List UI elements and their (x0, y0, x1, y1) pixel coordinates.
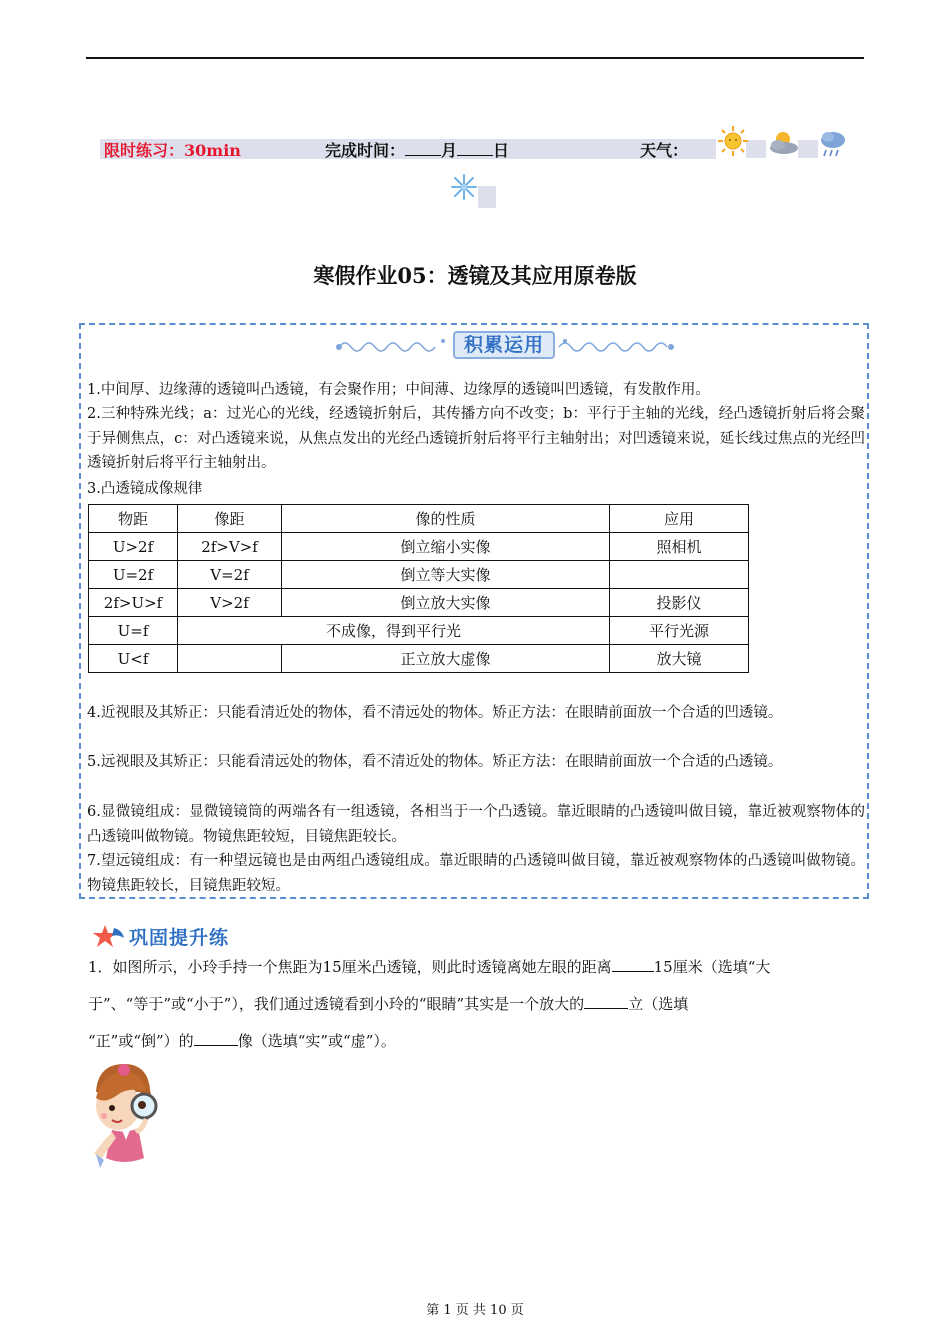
summary-item-6: 6.显微镜组成：显微镜镜筒的两端各有一组透镜，各相当于一个凸透镜。靠近眼睛的凸透镜叫做目镜，靠近被观察物体的凸透镜叫做物镜。物镜焦距较短，目镜焦距较长。 (87, 804, 865, 845)
summary-item-7: 7.望远镜组成：有一种望远镜也是由两组凸透镜组成。靠近眼睛的凸透镜叫做目镜，靠近被观察物体的凸透镜叫做物镜。物镜焦距较长，目镜焦距较短。 (87, 853, 865, 894)
question-text: 像（选填“实”或“虚”）。 (237, 1032, 396, 1050)
table-cell: 放大镜 (610, 645, 749, 673)
weather-label: 天气： (640, 141, 689, 160)
question-1-line-3 (88, 1030, 396, 1051)
table-cell: U=2f (89, 561, 178, 589)
summary-item-3: 3.凸透镜成像规律 (87, 481, 203, 497)
table-cell: 照相机 (610, 533, 749, 561)
table-header: 像的性质 (282, 505, 610, 533)
question-text: “正”或“倒”）的 (88, 1032, 194, 1050)
month-label: 月 (441, 141, 458, 160)
sun-icon[interactable] (716, 124, 750, 158)
snow-icon[interactable] (449, 172, 479, 202)
page-footer: 第 1 页 共 10 页 (426, 1303, 524, 1318)
table-cell: 倒立等大实像 (282, 561, 610, 589)
summary-item-1: 1.中间厚、边缘薄的透镜叫凸透镜，有会聚作用；中间薄、边缘厚的透镜叫凹透镜，有发散作用。 (87, 382, 710, 398)
table-cell: 2f>V>f (178, 533, 282, 561)
table-cell: U>2f (89, 533, 178, 561)
star-icon (92, 922, 128, 952)
table-cell: 投影仪 (610, 589, 749, 617)
table-cell (178, 645, 282, 673)
table-row (89, 617, 749, 645)
table-cell: U=f (89, 617, 178, 645)
table-cell: 倒立放大实像 (282, 589, 610, 617)
table-cell: V>2f (178, 589, 282, 617)
table-header: 应用 (610, 505, 749, 533)
answer-blank-3[interactable] (194, 1033, 238, 1046)
girl-with-magnifier-illustration (82, 1058, 164, 1170)
weather-box (478, 186, 496, 208)
table-row (89, 589, 749, 617)
table-row (89, 645, 749, 673)
day-blank[interactable] (457, 141, 493, 156)
table-cell: V=2f (178, 561, 282, 589)
table-header: 像距 (178, 505, 282, 533)
rain-icon[interactable] (818, 128, 848, 160)
question-text: 15厘米（选填“大 (653, 958, 771, 976)
summary-banner (335, 327, 675, 363)
month-blank[interactable] (405, 141, 441, 156)
table-cell: 平行光源 (610, 617, 749, 645)
day-label: 日 (493, 141, 510, 160)
page-title: 寒假作业05：透镜及其应用原卷版 (313, 263, 637, 288)
top-rule (86, 57, 864, 59)
question-text: 1．如图所示，小玲手持一个焦距为15厘米凸透镜，则此时透镜离她左眼的距离 (88, 958, 612, 976)
answer-blank-1[interactable] (612, 959, 654, 972)
table-header-row (89, 505, 749, 533)
table-cell: 正立放大虚像 (282, 645, 610, 673)
answer-blank-2[interactable] (584, 996, 628, 1009)
question-1-line-2 (88, 993, 688, 1014)
summary-item-5: 5.远视眼及其矫正：只能看清远处的物体，看不清近处的物体。矫正方法：在眼睛前面放一个合适的凸透镜。 (87, 754, 783, 770)
table-cell: 不成像，得到平行光 (178, 617, 610, 645)
lens-imaging-table (88, 504, 749, 673)
banner-label: 积累运用 (453, 331, 555, 359)
table-cell (610, 561, 749, 589)
table-cell: 倒立缩小实像 (282, 533, 610, 561)
table-row (89, 561, 749, 589)
question-1-line-1 (88, 956, 770, 977)
time-limit: 限时练习：30min (104, 141, 241, 160)
practice-heading-text: 巩固提升练 (129, 927, 230, 949)
completion-label: 完成时间： (325, 141, 406, 160)
table-header: 物距 (89, 505, 178, 533)
partly-cloudy-icon[interactable] (766, 128, 802, 158)
question-text: 于”、“等于”或“小于”），我们通过透镜看到小玲的“眼睛”其实是一个放大的 (88, 995, 585, 1013)
question-text: 立（选填 (628, 995, 689, 1013)
completion-time (325, 138, 509, 161)
table-row (89, 533, 749, 561)
summary-item-2: 2.三种特殊光线；a：过光心的光线，经透镜折射后，其传播方向不改变；b：平行于主轴的光线，经凸透镜折射后将会聚于异侧焦点，c：对凸透镜来说，从焦点发出的光经凸透镜折射后将平行主轴射出；对凹透镜来说，延长线过焦点的光经凹透镜折射后将平行主轴射出。 (87, 406, 865, 471)
practice-section-heading (92, 922, 262, 952)
table-cell: 2f>U>f (89, 589, 178, 617)
summary-item-4: 4.近视眼及其矫正：只能看清近处的物体，看不清远处的物体。矫正方法：在眼睛前面放一个合适的凹透镜。 (87, 705, 783, 721)
table-cell: U<f (89, 645, 178, 673)
